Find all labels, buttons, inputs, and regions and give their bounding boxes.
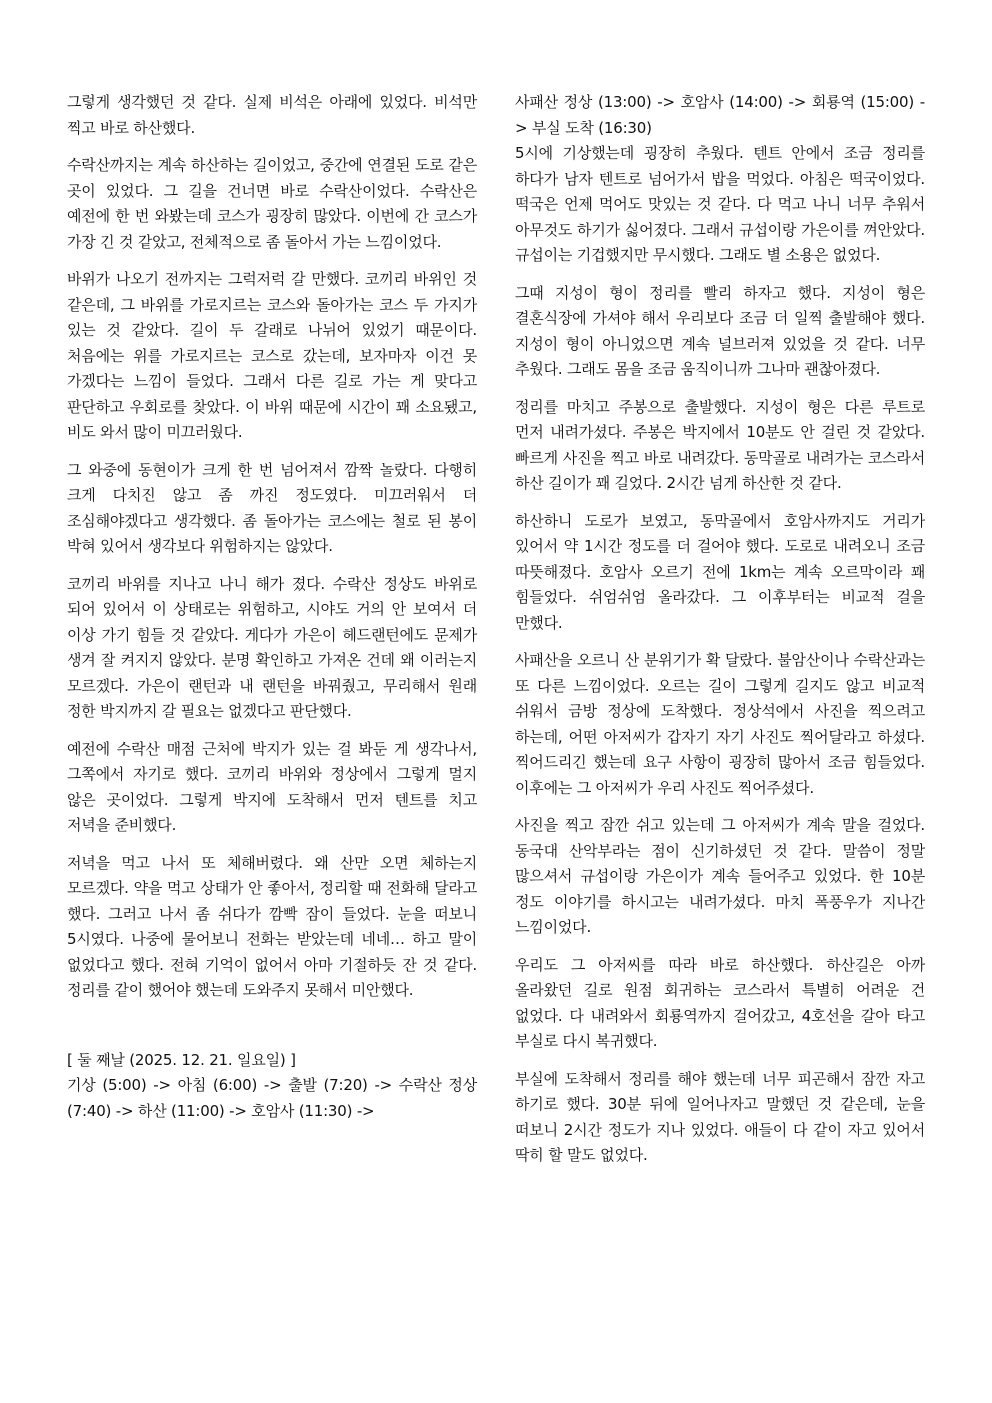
paragraph: 부실에 도착해서 정리를 해야 했는데 너무 피곤해서 잠깐 자고 하기로 했다. 30분 뒤에 일어나자고 말했던 것 같은데, 눈을 떠보니 2시간 정도가 지나 있었다. 애들이 다 같이 자고 있어서 딱히 할 말도 없었다.	[515, 1069, 925, 1164]
paragraph: 바위가 나오기 전까지는 그럭저럭 갈 만했다. 코끼리 바위인 것 같은데, 그 바위를 가로지르는 코스와 돌아가는 코스 두 가지가 있는 것 같았다. 길이 두 갈래로 나뉘어 있었기 때문이다. 처음에는 위를 가로지르는 코스로 갔는데, 보자마자 이건 못 가겠다는 느낌이 들었다. 그래서 다른 길로 가는 게 맞다고 판단하고 우회로를 찾았다. 이 바위 때문에 시간이 꽤 소요됐고, 비도 와서 많이 미끄러웠다.	[67, 270, 477, 441]
left-column	[67, 90, 477, 1136]
paragraph: 우리도 그 아저씨를 따라 바로 하산했다. 하산길은 아까 올라왔던 길로 원점 회귀하는 코스라서 특별히 어려운 건 없었다. 다 내려와서 회룡역까지 걸어갔고, 4호선을 갈아 타고 부실로 다시 복귀했다.	[515, 955, 925, 1050]
paragraph: 그때 지성이 형이 정리를 빨리 하자고 했다. 지성이 형은 결혼식장에 가셔야 해서 우리보다 조금 더 일찍 출발해야 했다. 지성이 형이 아니었으면 계속 널브러져 있었을 것 같다. 너무 추웠다. 그래도 몸을 조금 움직이니까 그나마 괜찮아졌다.	[515, 283, 925, 378]
paragraph: 코끼리 바위를 지나고 나니 해가 졌다. 수락산 정상도 바위로 되어 있어서 이 상태로는 위험하고, 시야도 거의 안 보여서 더 이상 가기 힘들 것 같았다. 게다가 가은이 헤드랜턴에도 문제가 생겨 잘 켜지지 않았다. 분명 확인하고 가져온 건데 왜 이러는지 모르겠다. 가은이 랜턴과 내 랜턴을 바꿔줬고, 무리해서 원래 정한 박지까지 갈 필요는 없겠다고 판단했다.	[67, 574, 477, 720]
paragraph: 수락산까지는 계속 하산하는 길이었고, 중간에 연결된 도로 같은 곳이 있었다. 그 길을 건너면 바로 수락산이었다. 수락산은 예전에 한 번 와봤는데 코스가 굉장히 많았다. 이번에 간 코스가 가장 긴 것 같았고, 전체적으로 좀 돌아서 가는 느낌이었다.	[67, 156, 477, 251]
paragraph: 그 와중에 동현이가 크게 한 번 넘어져서 깜짝 놀랐다. 다행히 크게 다치진 않고 좀 까진 정도였다. 미끄러워서 더 조심해야겠다고 생각했다. 좀 돌아가는 코스에는 철로 된 봉이 박혀 있어서 생각보다 위험하지는 않았다.	[67, 460, 477, 555]
paragraph: 사진을 찍고 잠깐 쉬고 있는데 그 아저씨가 계속 말을 걸었다. 동국대 산악부라는 점이 신기하셨던 것 같다. 말씀이 정말 많으셔서 규섭이랑 가은이가 계속 들어주고 있었다. 한 10분 정도 이야기를 하시고는 내려가셨다. 마치 폭풍우가 지나간 느낌이었다.	[515, 816, 925, 936]
paragraph: 그렇게 생각했던 것 같다. 실제 비석은 아래에 있었다. 비석만 찍고 바로 하산했다.	[67, 93, 477, 137]
paragraph: 예전에 수락산 매점 근처에 박지가 있는 걸 봐둔 게 생각나서, 그쪽에서 자기로 했다. 코끼리 바위와 정상에서 그렇게 멀지 않은 곳이었다. 그렇게 박지에 도착해서 먼저 텐트를 치고 저녁을 준비했다.	[67, 739, 477, 834]
right-column	[515, 90, 925, 1181]
section-spacer	[67, 1016, 477, 1048]
paragraph: 5시에 기상했는데 굉장히 추웠다. 텐트 안에서 조금 정리를 하다가 남자 텐트로 넘어가서 밥을 먹었다. 아침은 떡국이었다. 떡국은 언제 먹어도 맛있는 것 같다. 다 먹고 나니 너무 추워서 아무것도 하기가 싫어졌다. 그래서 규섭이랑 가은이를 껴안았다. 규섭이는 기겁했지만 무시했다. 그래도 별 소용은 없었다.	[515, 144, 925, 264]
day-schedule: 기상 (5:00) -> 아침 (6:00) -> 출발 (7:20) -> 수락산 정상 (7:40) -> 하산 (11:00) -> 호암사 (11:30) ->	[67, 1076, 477, 1120]
paragraph: 정리를 마치고 주봉으로 출발했다. 지성이 형은 다른 루트로 먼저 내려가셨다. 주봉은 박지에서 10분도 안 걸린 것 같았다. 빠르게 사진을 찍고 바로 내려갔다. 동막골로 내려가는 코스라서 하산 길이가 꽤 길었다. 2시간 넘게 하산한 것 같다.	[515, 397, 925, 492]
day-header: [ 둘 째날 (2025. 12. 21. 일요일) ]	[67, 1050, 296, 1069]
paragraph: 저녁을 먹고 나서 또 체해버렸다. 왜 산만 오면 체하는지 모르겠다. 약을 먹고 상태가 안 좋아서, 정리할 때 전화해 달라고 했다. 그러고 나서 좀 쉬다가 깜빡 잠이 들었다. 눈을 떠보니 5시였다. 나중에 물어보니 전화는 받았는데 네네… 하고 말이 없었다고 했다. 전혀 기억이 없어서 아마 기절하듯 잔 것 같다. 정리를 같이 했어야 했는데 도와주지 못해서 미안했다.	[67, 853, 477, 999]
day-schedule-continued: 사패산 정상 (13:00) -> 호암사 (14:00) -> 회룡역 (15:00) -> 부실 도착 (16:30)	[515, 93, 925, 137]
paragraph: 하산하니 도로가 보였고, 동막골에서 호암사까지도 거리가 있어서 약 1시간 정도를 더 걸어야 했다. 도로로 내려오니 조금 따뜻해졌다. 호암사 오르기 전에 1km는 계속 오르막이라 꽤 힘들었다. 쉬엄쉬엄 올라갔다. 그 이후부터는 비교적 걸을 만했다.	[515, 511, 925, 632]
paragraph: 사패산을 오르니 산 분위기가 확 달랐다. 불암산이나 수락산과는 또 다른 느낌이었다. 오르는 길이 그렇게 길지도 않고 비교적 쉬워서 금방 정상에 도착했다. 정상석에서 사진을 찍으려고 하는데, 어떤 아저씨가 갑자기 자기 사진도 찍어달라고 하셨다. 찍어드리긴 했는데 요구 사항이 굉장히 많아서 조금 힘들었다. 이후에는 그 아저씨가 우리 사진도 찍어주셨다.	[515, 651, 925, 797]
